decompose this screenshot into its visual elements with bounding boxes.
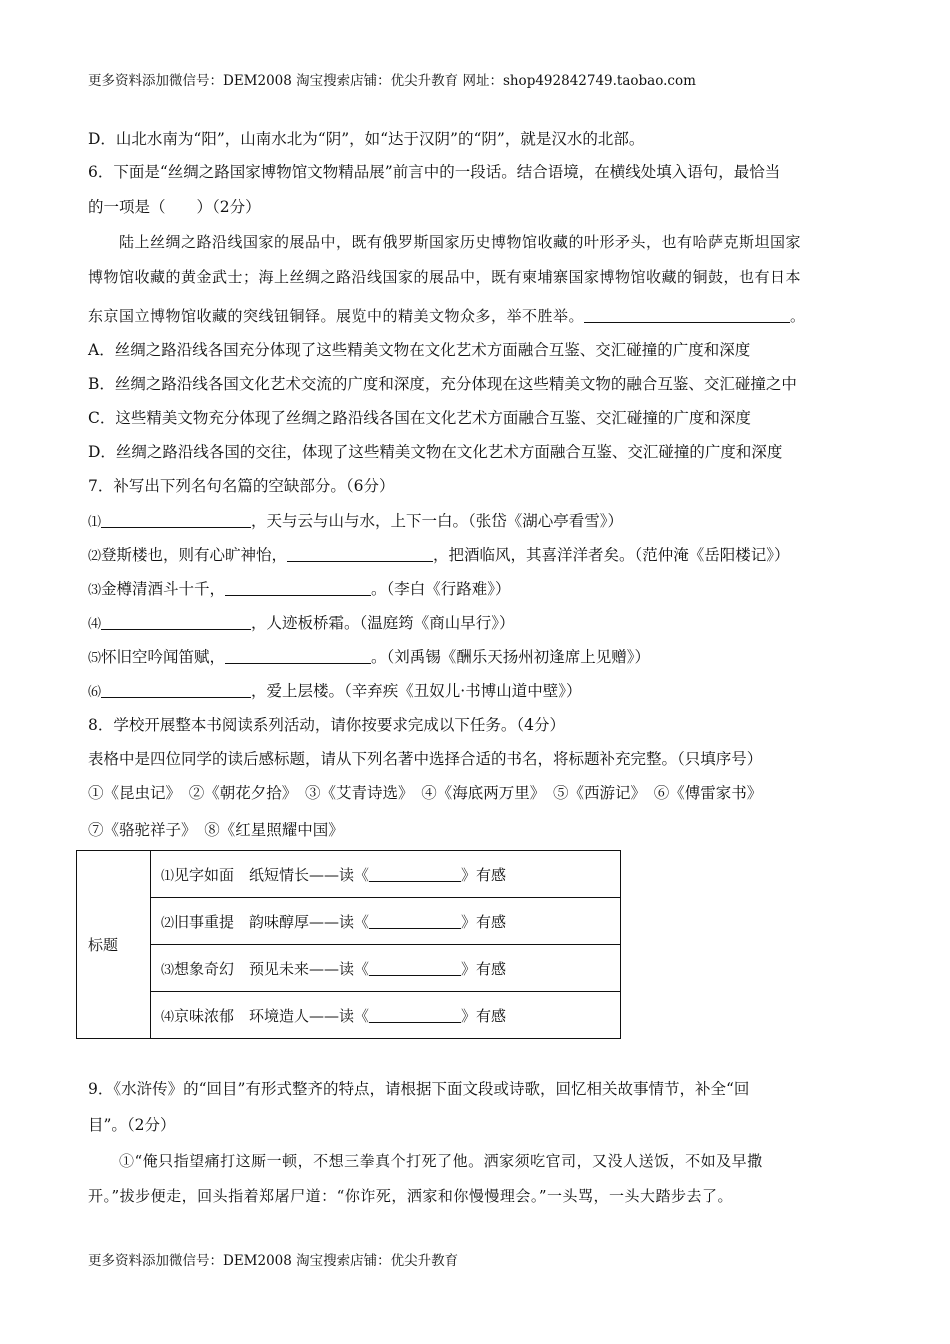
page-header: 更多资料添加微信号：DEM2008 淘宝搜索店铺：优尖升教育 网址：shop492842749.taobao.com bbox=[88, 73, 696, 89]
row-number: ⑴ bbox=[161, 868, 175, 884]
q7-item-number: ⑸ bbox=[88, 651, 102, 666]
table-label-cell: 标题 bbox=[77, 851, 151, 1039]
row-text: 旧事重提 韵味醇厚——读《 bbox=[174, 912, 370, 931]
q7-item-text-before: 登斯楼也，则有心旷神怡， bbox=[101, 546, 288, 564]
row-text: 想象奇幻 预见未来——读《 bbox=[174, 959, 370, 978]
q7-item-5 bbox=[88, 646, 650, 670]
q7-blank-6[interactable] bbox=[101, 681, 251, 698]
q6-option-a: A．丝绸之路沿线各国充分体现了这些精美文物在文化艺术方面融合互鉴、交汇碰撞的广度和深度 bbox=[88, 341, 751, 359]
q5-option-d: D．山北水南为“阳”，山南水北为“阴”，如“达于汉阴”的“阴”，就是汉水的北部。 bbox=[88, 130, 645, 148]
q6-option-b: B．丝绸之路沿线各国文化艺术交流的广度和深度，充分体现在这些精美文物的融合互鉴、交汇碰撞之中 bbox=[88, 375, 797, 393]
q7-item-text: ，天与云与山与水，上下一白。（张岱《湖心亭看雪》） bbox=[251, 512, 624, 530]
q7-item-text-before: 金樽清酒斗十千， bbox=[101, 580, 226, 598]
q7-item-number: ⑹ bbox=[88, 685, 102, 700]
q7-item-text: ，爱上层楼。（辛弃疾《丑奴儿·书博山道中壁》） bbox=[251, 682, 582, 700]
row-answer-blank-4[interactable] bbox=[369, 1006, 461, 1023]
q6-option-c: C．这些精美文物充分体现了丝绸之路沿线各国在文化艺术方面融合互鉴、交汇碰撞的广度和深度 bbox=[88, 409, 751, 427]
q9-passage-line2: 开。”拔步便走，回头指着郑屠尸道：“你诈死，洒家和你慢慢理会。”一头骂，一头大踏步去了。 bbox=[88, 1187, 734, 1205]
q6-passage-line1: 陆上丝绸之路沿线国家的展品中，既有俄罗斯国家历史博物馆收藏的叶形矛头，也有哈萨克斯坦国家 bbox=[119, 233, 802, 251]
q7-item-4 bbox=[88, 612, 515, 636]
table-row-2 bbox=[151, 898, 621, 945]
q8-stem: 8．学校开展整本书阅读系列活动，请你按要求完成以下任务。（4分） bbox=[88, 716, 565, 734]
q8-instruction: 表格中是四位同学的读后感标题，请从下列名著中选择合适的书名，将标题补充完整。（只填序号） bbox=[88, 750, 763, 768]
q6-option-d: D．丝绸之路沿线各国的交往，体现了这些精美文物在文化艺术方面融合互鉴、交汇碰撞的广度和深度 bbox=[88, 443, 783, 461]
table-row-3 bbox=[151, 945, 621, 992]
q7-item-text: 。（刘禹锡《酬乐天扬州初逢席上见赠》） bbox=[371, 648, 651, 666]
row-answer-blank-2[interactable] bbox=[369, 912, 461, 929]
q6-passage-text: 东京国立博物馆收藏的突线钮铜铎。展览中的精美文物众多，举不胜举。 bbox=[88, 307, 585, 325]
q7-blank-2[interactable] bbox=[287, 545, 433, 562]
row-number: ⑶ bbox=[161, 962, 175, 978]
q6-passage-line2: 博物馆收藏的黄金武士；海上丝绸之路沿线国家的展品中，既有柬埔寨国家博物馆收藏的铜鼓，也有日本 bbox=[88, 268, 802, 286]
row-suffix: 》有感 bbox=[461, 959, 507, 978]
row-suffix: 》有感 bbox=[461, 912, 507, 931]
row-text: 见字如面 纸短情长——读《 bbox=[174, 865, 370, 884]
q7-blank-4[interactable] bbox=[101, 613, 251, 630]
q9-stem-line1: 9．《水浒传》的“回目”有形式整齐的特点，请根据下面文段或诗歌，回忆相关故事情节，补全“回 bbox=[88, 1080, 750, 1098]
page-footer: 更多资料添加微信号：DEM2008 淘宝搜索店铺：优尖升教育 bbox=[88, 1253, 459, 1269]
q6-passage-end: 。 bbox=[790, 307, 806, 325]
q7-item-number: ⑴ bbox=[88, 515, 102, 530]
q7-item-number: ⑷ bbox=[88, 617, 102, 632]
q8-book-list-line2: ⑦《骆驼祥子》 ⑧《红星照耀中国》 bbox=[88, 821, 344, 839]
row-suffix: 》有感 bbox=[461, 865, 507, 884]
q7-blank-1[interactable] bbox=[101, 511, 251, 528]
row-answer-blank-1[interactable] bbox=[369, 865, 461, 882]
q6-stem-line1: 6．下面是“丝绸之路国家博物馆文物精品展”前言中的一段话。结合语境，在横线处填入语句，最恰当 bbox=[88, 163, 781, 181]
q7-item-text: ，把酒临风，其喜洋洋者矣。（范仲淹《岳阳楼记》） bbox=[433, 546, 790, 564]
q7-item-text-before: 怀旧空吟闻笛赋， bbox=[101, 648, 226, 666]
table-row-1 bbox=[151, 851, 621, 898]
q9-stem-line2: 目”。（2分） bbox=[88, 1116, 176, 1134]
table-row-4 bbox=[151, 992, 621, 1039]
q6-answer-blank[interactable] bbox=[584, 306, 790, 323]
q7-item-text: 。（李白《行路难》） bbox=[371, 580, 511, 598]
row-text: 京味浓郁 环境造人——读《 bbox=[174, 1006, 370, 1025]
q6-stem-line2: 的一项是（ ）（2分） bbox=[88, 198, 261, 216]
row-answer-blank-3[interactable] bbox=[369, 959, 461, 976]
q7-stem: 7．补写出下列名句名篇的空缺部分。（6分） bbox=[88, 477, 395, 495]
q7-item-6 bbox=[88, 680, 581, 704]
row-number: ⑵ bbox=[161, 915, 175, 931]
q6-passage-line3 bbox=[88, 305, 806, 327]
q7-item-number: ⑶ bbox=[88, 583, 102, 598]
q7-blank-5[interactable] bbox=[225, 647, 371, 664]
row-number: ⑷ bbox=[161, 1009, 175, 1025]
q7-item-2 bbox=[88, 544, 790, 568]
row-suffix: 》有感 bbox=[461, 1006, 507, 1025]
q8-book-list-line1: ①《昆虫记》 ②《朝花夕拾》 ③《艾青诗选》 ④《海底两万里》 ⑤《西游记》 ⑥《傅雷家书》 bbox=[88, 784, 763, 802]
q8-title-table bbox=[76, 850, 621, 1039]
q7-item-text: ，人迹板桥霜。（温庭筠《商山早行》） bbox=[251, 614, 515, 632]
q7-item-number: ⑵ bbox=[88, 549, 102, 564]
q7-item-1 bbox=[88, 510, 623, 534]
q7-item-3 bbox=[88, 578, 511, 602]
q9-passage-line1: ①“俺只指望痛打这厮一顿，不想三拳真个打死了他。洒家须吃官司，又没人送饭，不如及早撒 bbox=[119, 1152, 763, 1170]
q7-blank-3[interactable] bbox=[225, 579, 371, 596]
